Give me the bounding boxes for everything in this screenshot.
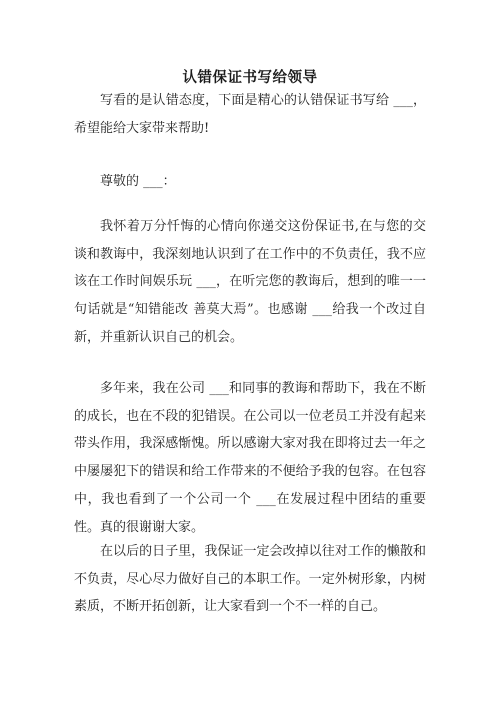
body-paragraph-2: 多年来，我在公司 ___和同事的教诲和帮助下，我在不断的成长，也在不段的犯错误。在公司以一位老员工并没有起来带头作用，我深感惭愧。所以感谢大家对我在即将过去一年之中屡屡犯下的错误和给工作带来的不便给予我的包容。在包容中，我也看到了一个公司一个 ___在发展过程中团结的重要性。真的很谢谢大家。 bbox=[74, 381, 426, 535]
body-paragraph-1: 我怀着万分忏悔的心情向你递交这份保证书,在与您的交谈和教诲中，我深刻地认识到了在工作中的不负责任，我不应该在工作时间娱乐玩 ___，在听完您的教诲后，想到的唯一一句话就是“知错能改 善莫大焉”。也感谢 ___给我一个改过自新，并重新认识自己的机会。 bbox=[74, 219, 426, 345]
body-paragraph-3: 在以后的日子里，我保证一定会改掉以往对工作的懒散和不负责，尽心尽力做好自己的本职工作。一定外树形象，内树素质，不断开拓创新，让大家看到一个不一样的自己。 bbox=[74, 544, 426, 615]
document-title: 认错保证书写给领导 bbox=[182, 70, 318, 86]
greeting-line: 尊敬的 ___： bbox=[100, 174, 176, 189]
intro-paragraph: 写看的是认错态度，下面是精心的认错保证书写给 ___，希望能给大家带来帮助! bbox=[74, 93, 426, 136]
